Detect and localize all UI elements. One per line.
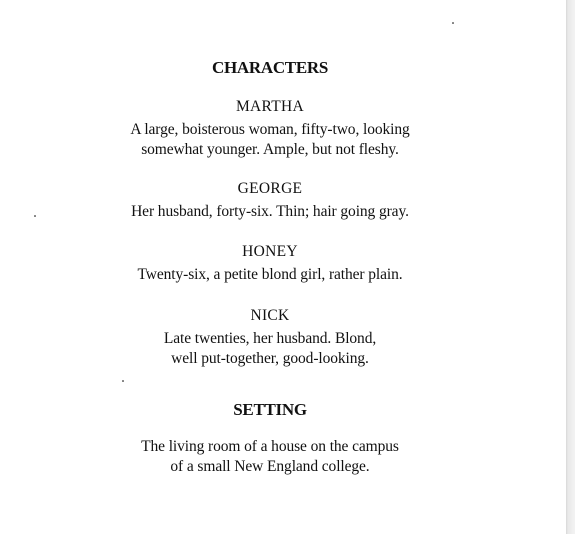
- character-description-honey: [0, 265, 540, 285]
- character-description-nick: [0, 329, 540, 369]
- description-line: The living room of a house on the campus: [141, 438, 399, 455]
- characters-heading: CHARACTERS: [211, 58, 329, 77]
- description-line: of a small New England college.: [170, 458, 370, 475]
- character-name-nick: NICK: [250, 307, 290, 324]
- scan-speck: [34, 215, 36, 217]
- character-description-martha: [0, 120, 540, 160]
- character-description-george: [0, 202, 540, 222]
- setting-heading: SETTING: [233, 400, 307, 419]
- character-name-george: GEORGE: [237, 180, 303, 197]
- scan-speck: [122, 380, 124, 382]
- page-edge-shadow: [566, 0, 575, 534]
- scan-speck: [452, 22, 454, 24]
- description-line: Late twenties, her husband. Blond,: [163, 330, 377, 347]
- description-line: somewhat younger. Ample, but not fleshy.: [141, 141, 399, 158]
- description-line: Her husband, forty-six. Thin; hair going gray.: [131, 203, 409, 220]
- setting-description: [0, 437, 540, 477]
- description-line: Twenty-six, a petite blond girl, rather plain.: [137, 266, 403, 283]
- description-line: well put-together, good-looking.: [171, 350, 369, 367]
- description-line: A large, boisterous woman, fifty-two, looking: [130, 121, 410, 138]
- character-name-martha: MARTHA: [235, 98, 305, 115]
- character-name-honey: HONEY: [242, 243, 298, 260]
